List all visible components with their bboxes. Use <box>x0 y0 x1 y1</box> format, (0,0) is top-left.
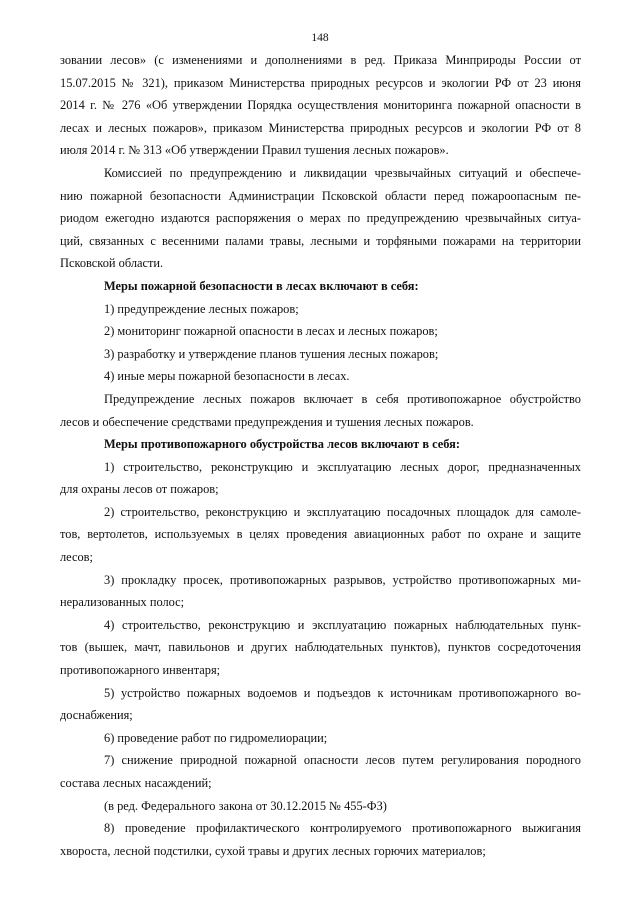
paragraph <box>60 388 581 433</box>
paragraph-line: риодом ежегодно издаются распоряжения о мерах по предупреждению чрезвычайных ситуа- <box>60 211 581 226</box>
paragraph-line: лесах и лесных пожаров», приказом Министерства природных ресурсов и экологии РФ от 8 <box>60 120 581 135</box>
paragraph-line: Псковской области. <box>60 256 164 271</box>
list-item: 6) проведение работ по гидромелиорации; <box>104 730 328 745</box>
paragraph <box>60 456 581 501</box>
paragraph <box>60 569 581 614</box>
paragraph-line: 8) проведение профилактического контролируемого противопожарного выжигания <box>104 821 581 836</box>
paragraph-line: 15.07.2015 № 321), приказом Министерства природных ресурсов и экологии РФ от 23 июня <box>60 75 581 90</box>
section-heading: Меры пожарной безопасности в лесах включают в себя: <box>104 278 419 293</box>
list-item: (в ред. Федерального закона от 30.12.2015 № 455-ФЗ) <box>104 798 387 813</box>
paragraph-line: июля 2014 г. № 313 «Об утверждении Правил тушения лесных пожаров». <box>60 143 449 158</box>
paragraph <box>60 749 581 794</box>
paragraph <box>60 614 581 682</box>
paragraph-line: 7) снижение природной пожарной опасности лесов путем регулирования породного <box>104 753 581 768</box>
paragraph-line: 4) строительство, реконструкцию и эксплуатацию пожарных наблюдательных пунк- <box>104 617 581 632</box>
paragraph-line: 2014 г. № 276 «Об утверждении Порядка осуществления мониторинга пожарной опасности в <box>60 98 581 113</box>
document-body <box>60 49 581 862</box>
list-item: 3) разработку и утверждение планов тушения лесных пожаров; <box>104 346 439 361</box>
paragraph-line: доснабжения; <box>60 708 133 723</box>
paragraph-line: 1) строительство, реконструкцию и эксплуатацию лесных дорог, предназначенных <box>104 459 581 474</box>
paragraph <box>60 49 581 162</box>
paragraph <box>60 501 581 569</box>
paragraph-line: для охраны лесов от пожаров; <box>60 482 219 497</box>
paragraph-line: тов (вышек, мачт, павильонов и других наблюдательных пунктов), пунктов сосредоточения <box>60 640 581 655</box>
paragraph <box>60 682 581 727</box>
paragraph-line: Комиссией по предупреждению и ликвидации чрезвычайных ситуаций и обеспече- <box>104 165 581 180</box>
paragraph-line: хвороста, лесной подстилки, сухой травы и других лесных горючих материалов; <box>60 843 486 858</box>
list-item: 4) иные меры пожарной безопасности в лесах. <box>104 369 350 384</box>
paragraph-line: 3) прокладку просек, противопожарных разрывов, устройство противопожарных ми- <box>104 572 581 587</box>
paragraph-line: нерализованных полос; <box>60 595 185 610</box>
paragraph-line: ций, связанных с весенними палами травы, лесными и торфяными пожарами на территории <box>60 233 581 248</box>
paragraph-line: 5) устройство пожарных водоемов и подъездов к источникам противопожарного во- <box>104 685 581 700</box>
paragraph-line: Предупреждение лесных пожаров включает в себя противопожарное обустройство <box>104 391 581 406</box>
paragraph <box>60 162 581 275</box>
paragraph-line: лесов; <box>60 550 93 565</box>
paragraph-line: 2) строительство, реконструкцию и эксплуатацию посадочных площадок для самоле- <box>104 504 581 519</box>
paragraph-line: противопожарного инвентаря; <box>60 663 221 678</box>
section-heading: Меры противопожарного обустройства лесов включают в себя: <box>104 437 460 452</box>
list-item: 2) мониторинг пожарной опасности в лесах и лесных пожаров; <box>104 324 438 339</box>
paragraph <box>60 817 581 862</box>
paragraph-line: лесов и обеспечение средствами предупреждения и тушения лесных пожаров. <box>60 414 474 429</box>
paragraph-line: тов, вертолетов, используемых в целях проведения авиационных работ по охране и защите <box>60 527 581 542</box>
paragraph-line: состава лесных насаждений; <box>60 776 212 790</box>
paragraph-line: зовании лесов» (с изменениями и дополнениями в ред. Приказа Минприроды России от <box>60 53 581 67</box>
paragraph-line: нию пожарной безопасности Администрации Псковской области перед пожароопасным пе- <box>60 188 581 203</box>
list-item: 1) предупреждение лесных пожаров; <box>104 301 299 316</box>
page-number: 148 <box>311 32 329 44</box>
